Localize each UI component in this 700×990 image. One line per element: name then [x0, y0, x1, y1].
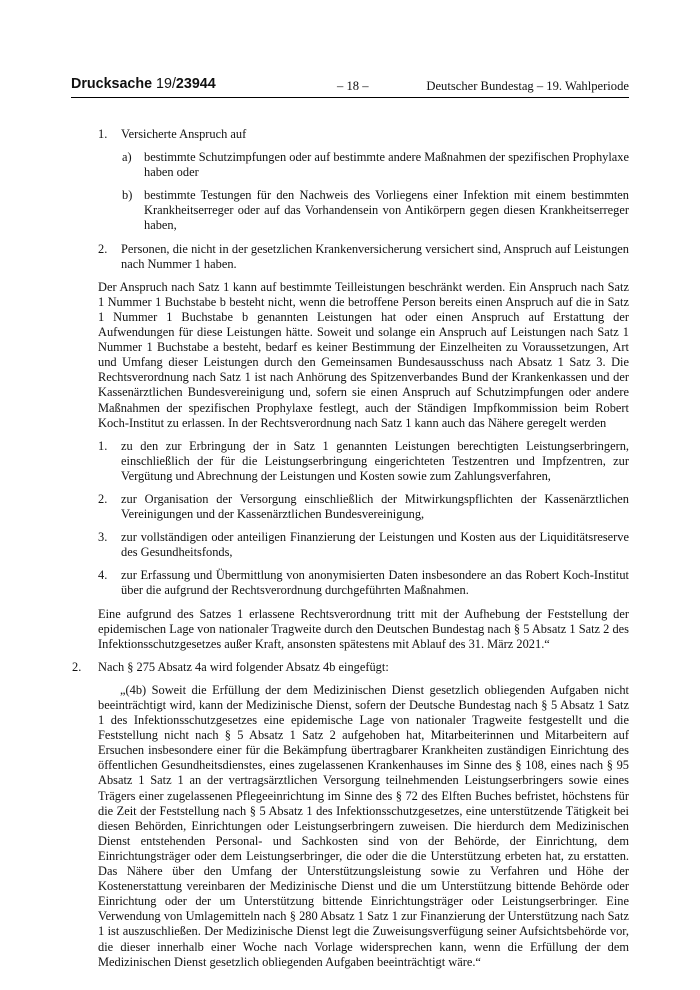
- header-body: Deutscher Bundestag – 19. Wahlperiode: [426, 79, 629, 93]
- list-item: 2. Personen, die nicht in der gesetzlichen Krankenversicherung versichert sind, Anspruch auf Leistungen nach Nummer 1 haben.: [98, 241, 629, 271]
- paragraph: Eine aufgrund des Satzes 1 erlassene Rechtsverordnung tritt mit der Aufhebung der Feststellung der epidemischen Lage von nationaler Tragweite durch den Deutschen Bundestag nach § 5 Absatz 1 Satz 2 des Infektionsschutzgesetzes außer Kraft, ansonsten spätestens mit Ablauf des 31. März 2021.“: [98, 606, 629, 651]
- page-header: [71, 76, 629, 98]
- drucksache-number: Drucksache 19/23944: [71, 76, 216, 92]
- list-item: 2. zur Organisation der Versorgung einschließlich der Mitwirkungspflichten der Kassenärztlichen Vereinigungen und der Kassenärztlichen Bundesvereinigung,: [98, 491, 629, 522]
- document-body: [72, 127, 629, 970]
- list-item: a) bestimmte Schutzimpfungen oder auf bestimmte andere Maßnahmen der spezifischen Prophylaxe haben oder: [122, 150, 629, 180]
- page-number: – 18 –: [337, 79, 369, 93]
- list-item: 3. zur vollständigen oder anteiligen Finanzierung der Leistungen und Kosten aus der Liquiditätsreserve des Gesundheitsfonds,: [98, 530, 629, 560]
- list-item: b) bestimmte Testungen für den Nachweis des Vorliegens einer Infektion mit einem bestimmten Krankheitserreger oder auf das Vorhandensein von Antikörpern gegen diesen Krankheitserreger haben,: [122, 188, 629, 233]
- quoted-paragraph: „(4b) Soweit die Erfüllung der dem Medizinischen Dienst gesetzlich obliegenden Aufgaben nicht beeinträchtigt wird, kann der Medizinische Dienst, sofern der Deutsche Bundestag nach § 5 Absatz 1 Satz 1 des Infektionsschutzgesetzes eine epidemische Lage von nationaler Tragweite festgestellt und die Feststellung nicht nach § 5 Absatz 1 Satz 2 aufgehoben hat, Mitarbeiterinnen und Mitarbeitern auf Ersuchen insbesondere einer für die Bekämpfung übertragbarer Krankheiten zuständigen Einrichtung des öffentlichen Gesundheitsdienstes, eines zugelassenen Krankenhauses im Sinne des § 108, eines nach § 95 Absatz 1 Satz 1 an der vertragsärztlichen Versorgung teilnehmenden Leistungserbringers sowie eines Trägers einer zugelassenen Pflegeeinrichtung im Sinne des § 72 des Elften Buches befristet, höchstens für die Zeit der Feststellung nach § 5 Absatz 1 des Infektionsschutzgesetzes, eine unterstützende Tätigkeit bei diesen Behörden, Einrichtungen oder Leistungserbringern zuweisen. Die hierdurch dem Medizinischen Dienst entstehenden Personal- und Sachkosten sind von der Behörde, der Einrichtung, dem Einrichtungsträger oder dem Leistungserbringer, die oder die die Unterstützung erbeten hat, zu erstatten. Das Nähere über den Umfang der Unterstützungsleistung sowie zu Verfahren und Höhe der Kostenerstattung vereinbaren der Medizinische Dienst und die um Unterstützung bittende Behörde oder Einrichtung oder der um Unterstützung bittende Einrichtungsträger oder Leistungserbringer. Eine Verwendung von Umlagemitteln nach § 280 Absatz 1 Satz 1 zur Finanzierung der Unterstützung nach Satz 1 ist auszuschließen. Der Medizinische Dienst legt die Zuweisungsverfügung seiner Aufsichtsbehörde vor, die dieser innerhalb einer Woche nach Vorlage widersprechen kann, wenn die Erfüllung der dem Medizinischen Dienst gesetzlich obliegenden Aufgaben beeinträchtigt wäre.“: [98, 682, 629, 969]
- list-item: 4. zur Erfassung und Übermittlung von anonymisierten Daten insbesondere an das Robert Koch-Institut über die aufgrund der Rechtsverordnung durchgeführten Maßnahmen.: [98, 568, 629, 598]
- list-item: 2. Nach § 275 Absatz 4a wird folgender Absatz 4b eingefügt:: [72, 659, 389, 674]
- list-item: 1. Versicherte Anspruch auf: [98, 127, 247, 141]
- paragraph: Der Anspruch nach Satz 1 kann auf bestimmte Teilleistungen beschränkt werden. Ein Anspruch nach Satz 1 Nummer 1 Buchstabe b besteht nicht, wenn die betroffene Person bereits einen Anspruch auf die in Satz 1 Nummer 1 Buchstabe b genannten Leistungen hat oder einen Anspruch auf Erstattung der Aufwendungen für diese Leistungen hätte. Soweit und solange ein Anspruch auf Leistungen nach Satz 1 Nummer 1 Buchstabe a besteht, bedarf es keiner Bestimmung der Einzelheiten zu Voraussetzungen, Art und Umfang dieser Leistungen durch den Gemeinsamen Bundesausschuss nach Absatz 1 Satz 3. Die Rechtsverordnung nach Satz 1 ist nach Anhörung des Spitzenverbandes Bund der Krankenkassen und der Kassenärztlichen Bundesvereinigung und, sofern sie einen Anspruch auf Schutzimpfungen oder andere Maßnahmen der spezifischen Prophylaxe festlegt, auch der Ständigen Impfkommission beim Robert Koch-Institut zu erlassen. In der Rechtsverordnung nach Satz 1 kann auch das Nähere geregelt werden: [98, 279, 629, 430]
- list-item: 1. zu den zur Erbringung der in Satz 1 genannten Leistungen berechtigten Leistungserbringern, einschließlich der für die Leistungserbringung eingerichteten Testzentren und Impfzentren, zur Vergütung und Abrechnung der Leistungen und Kosten sowie zum Zahlungsverfahren,: [98, 438, 629, 483]
